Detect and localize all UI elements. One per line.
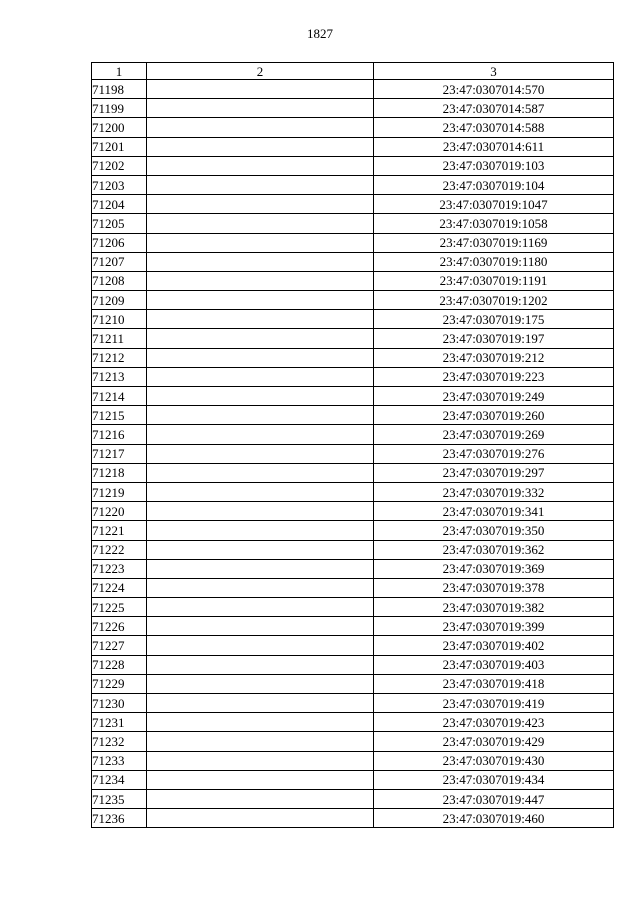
column-header-1: 1 bbox=[92, 63, 147, 80]
table-row bbox=[92, 387, 614, 406]
row-number-cell: 71215 bbox=[92, 406, 147, 425]
row-empty-cell bbox=[147, 175, 374, 194]
row-number-cell: 71210 bbox=[92, 310, 147, 329]
cadastral-number-cell: 23:47:0307019:362 bbox=[374, 540, 614, 559]
table-row bbox=[92, 789, 614, 808]
row-empty-cell bbox=[147, 732, 374, 751]
table-row bbox=[92, 195, 614, 214]
row-number-cell: 71201 bbox=[92, 137, 147, 156]
row-empty-cell bbox=[147, 156, 374, 175]
row-empty-cell bbox=[147, 694, 374, 713]
row-number-cell: 71219 bbox=[92, 482, 147, 501]
row-number-cell: 71211 bbox=[92, 329, 147, 348]
row-number-cell: 71206 bbox=[92, 233, 147, 252]
table-row bbox=[92, 636, 614, 655]
table-row bbox=[92, 252, 614, 271]
cadastral-number-cell: 23:47:0307019:460 bbox=[374, 809, 614, 828]
row-empty-cell bbox=[147, 521, 374, 540]
table-row bbox=[92, 99, 614, 118]
table-row bbox=[92, 770, 614, 789]
table-row bbox=[92, 310, 614, 329]
cadastral-number-cell: 23:47:0307019:1047 bbox=[374, 195, 614, 214]
table-row bbox=[92, 233, 614, 252]
column-header-2: 2 bbox=[147, 63, 374, 80]
cadastral-number-cell: 23:47:0307019:223 bbox=[374, 367, 614, 386]
cadastral-number-cell: 23:47:0307019:429 bbox=[374, 732, 614, 751]
cadastral-number-cell: 23:47:0307019:297 bbox=[374, 463, 614, 482]
row-empty-cell bbox=[147, 617, 374, 636]
row-number-cell: 71203 bbox=[92, 175, 147, 194]
table-row bbox=[92, 175, 614, 194]
cadastral-number-cell: 23:47:0307014:588 bbox=[374, 118, 614, 137]
row-number-cell: 71216 bbox=[92, 425, 147, 444]
row-empty-cell bbox=[147, 291, 374, 310]
table-row bbox=[92, 482, 614, 501]
row-number-cell: 71221 bbox=[92, 521, 147, 540]
row-number-cell: 71224 bbox=[92, 578, 147, 597]
cadastral-number-cell: 23:47:0307019:399 bbox=[374, 617, 614, 636]
column-header-3: 3 bbox=[374, 63, 614, 80]
row-number-cell: 71222 bbox=[92, 540, 147, 559]
row-empty-cell bbox=[147, 444, 374, 463]
cadastral-number-cell: 23:47:0307019:382 bbox=[374, 598, 614, 617]
table-row bbox=[92, 367, 614, 386]
table-row bbox=[92, 674, 614, 693]
table-row bbox=[92, 80, 614, 99]
row-number-cell: 71233 bbox=[92, 751, 147, 770]
row-empty-cell bbox=[147, 348, 374, 367]
cadastral-number-cell: 23:47:0307019:341 bbox=[374, 502, 614, 521]
table-row bbox=[92, 598, 614, 617]
cadastral-number-cell: 23:47:0307014:611 bbox=[374, 137, 614, 156]
row-empty-cell bbox=[147, 674, 374, 693]
row-empty-cell bbox=[147, 425, 374, 444]
table-row bbox=[92, 540, 614, 559]
table-body bbox=[92, 80, 614, 828]
cadastral-number-cell: 23:47:0307019:269 bbox=[374, 425, 614, 444]
row-empty-cell bbox=[147, 80, 374, 99]
table-row bbox=[92, 713, 614, 732]
row-number-cell: 71209 bbox=[92, 291, 147, 310]
row-empty-cell bbox=[147, 482, 374, 501]
cadastral-number-cell: 23:47:0307019:419 bbox=[374, 694, 614, 713]
cadastral-number-cell: 23:47:0307019:104 bbox=[374, 175, 614, 194]
table-row bbox=[92, 271, 614, 290]
cadastral-number-cell: 23:47:0307019:434 bbox=[374, 770, 614, 789]
table-row bbox=[92, 732, 614, 751]
table-row bbox=[92, 425, 614, 444]
table-row bbox=[92, 694, 614, 713]
row-empty-cell bbox=[147, 463, 374, 482]
row-empty-cell bbox=[147, 502, 374, 521]
table-row bbox=[92, 156, 614, 175]
row-number-cell: 71220 bbox=[92, 502, 147, 521]
row-empty-cell bbox=[147, 598, 374, 617]
cadastral-number-cell: 23:47:0307019:430 bbox=[374, 751, 614, 770]
row-number-cell: 71226 bbox=[92, 617, 147, 636]
row-number-cell: 71208 bbox=[92, 271, 147, 290]
table-row bbox=[92, 444, 614, 463]
row-number-cell: 71234 bbox=[92, 770, 147, 789]
row-empty-cell bbox=[147, 214, 374, 233]
cadastral-number-cell: 23:47:0307019:447 bbox=[374, 789, 614, 808]
row-number-cell: 71236 bbox=[92, 809, 147, 828]
row-empty-cell bbox=[147, 271, 374, 290]
cadastral-number-cell: 23:47:0307019:260 bbox=[374, 406, 614, 425]
row-number-cell: 71228 bbox=[92, 655, 147, 674]
row-empty-cell bbox=[147, 578, 374, 597]
row-number-cell: 71214 bbox=[92, 387, 147, 406]
row-empty-cell bbox=[147, 770, 374, 789]
row-empty-cell bbox=[147, 636, 374, 655]
table-row bbox=[92, 214, 614, 233]
table-row bbox=[92, 809, 614, 828]
row-number-cell: 71225 bbox=[92, 598, 147, 617]
cadastral-number-cell: 23:47:0307019:175 bbox=[374, 310, 614, 329]
cadastral-number-cell: 23:47:0307019:402 bbox=[374, 636, 614, 655]
row-number-cell: 71223 bbox=[92, 559, 147, 578]
table-row bbox=[92, 118, 614, 137]
row-number-cell: 71218 bbox=[92, 463, 147, 482]
table-row bbox=[92, 406, 614, 425]
header-row bbox=[92, 63, 614, 80]
row-number-cell: 71230 bbox=[92, 694, 147, 713]
row-empty-cell bbox=[147, 713, 374, 732]
cadastral-number-cell: 23:47:0307019:403 bbox=[374, 655, 614, 674]
table-row bbox=[92, 348, 614, 367]
cadastral-number-cell: 23:47:0307019:276 bbox=[374, 444, 614, 463]
row-empty-cell bbox=[147, 789, 374, 808]
row-number-cell: 71213 bbox=[92, 367, 147, 386]
cadastral-number-cell: 23:47:0307019:378 bbox=[374, 578, 614, 597]
row-empty-cell bbox=[147, 118, 374, 137]
cadastral-number-cell: 23:47:0307019:332 bbox=[374, 482, 614, 501]
row-number-cell: 71198 bbox=[92, 80, 147, 99]
row-empty-cell bbox=[147, 99, 374, 118]
row-empty-cell bbox=[147, 751, 374, 770]
table-row bbox=[92, 329, 614, 348]
row-number-cell: 71235 bbox=[92, 789, 147, 808]
cadastral-number-cell: 23:47:0307019:103 bbox=[374, 156, 614, 175]
cadastral-number-cell: 23:47:0307014:587 bbox=[374, 99, 614, 118]
table-header bbox=[92, 63, 614, 80]
cadastral-number-cell: 23:47:0307019:197 bbox=[374, 329, 614, 348]
page-number: 1827 bbox=[307, 26, 333, 41]
cadastral-number-cell: 23:47:0307019:1202 bbox=[374, 291, 614, 310]
row-empty-cell bbox=[147, 387, 374, 406]
row-empty-cell bbox=[147, 540, 374, 559]
table-row bbox=[92, 617, 614, 636]
row-empty-cell bbox=[147, 137, 374, 156]
row-number-cell: 71207 bbox=[92, 252, 147, 271]
registry-table bbox=[91, 62, 614, 828]
cadastral-number-cell: 23:47:0307019:369 bbox=[374, 559, 614, 578]
cadastral-number-cell: 23:47:0307019:1058 bbox=[374, 214, 614, 233]
row-number-cell: 71231 bbox=[92, 713, 147, 732]
row-number-cell: 71200 bbox=[92, 118, 147, 137]
row-number-cell: 71204 bbox=[92, 195, 147, 214]
row-empty-cell bbox=[147, 559, 374, 578]
row-empty-cell bbox=[147, 310, 374, 329]
cadastral-number-cell: 23:47:0307019:212 bbox=[374, 348, 614, 367]
row-empty-cell bbox=[147, 655, 374, 674]
row-empty-cell bbox=[147, 233, 374, 252]
cadastral-number-cell: 23:47:0307019:418 bbox=[374, 674, 614, 693]
table-row bbox=[92, 578, 614, 597]
row-empty-cell bbox=[147, 195, 374, 214]
row-empty-cell bbox=[147, 329, 374, 348]
cadastral-number-cell: 23:47:0307019:249 bbox=[374, 387, 614, 406]
row-empty-cell bbox=[147, 406, 374, 425]
cadastral-number-cell: 23:47:0307019:423 bbox=[374, 713, 614, 732]
row-number-cell: 71232 bbox=[92, 732, 147, 751]
table-row bbox=[92, 655, 614, 674]
row-number-cell: 71212 bbox=[92, 348, 147, 367]
table-row bbox=[92, 559, 614, 578]
cadastral-number-cell: 23:47:0307019:1180 bbox=[374, 252, 614, 271]
cadastral-number-cell: 23:47:0307019:1191 bbox=[374, 271, 614, 290]
row-number-cell: 71227 bbox=[92, 636, 147, 655]
row-empty-cell bbox=[147, 809, 374, 828]
table-row bbox=[92, 463, 614, 482]
cadastral-number-cell: 23:47:0307019:350 bbox=[374, 521, 614, 540]
row-number-cell: 71202 bbox=[92, 156, 147, 175]
cadastral-number-cell: 23:47:0307014:570 bbox=[374, 80, 614, 99]
row-empty-cell bbox=[147, 252, 374, 271]
row-number-cell: 71217 bbox=[92, 444, 147, 463]
table-row bbox=[92, 502, 614, 521]
row-number-cell: 71205 bbox=[92, 214, 147, 233]
table-row bbox=[92, 137, 614, 156]
table-row bbox=[92, 291, 614, 310]
row-number-cell: 71199 bbox=[92, 99, 147, 118]
row-number-cell: 71229 bbox=[92, 674, 147, 693]
table-row bbox=[92, 751, 614, 770]
row-empty-cell bbox=[147, 367, 374, 386]
table-row bbox=[92, 521, 614, 540]
cadastral-number-cell: 23:47:0307019:1169 bbox=[374, 233, 614, 252]
